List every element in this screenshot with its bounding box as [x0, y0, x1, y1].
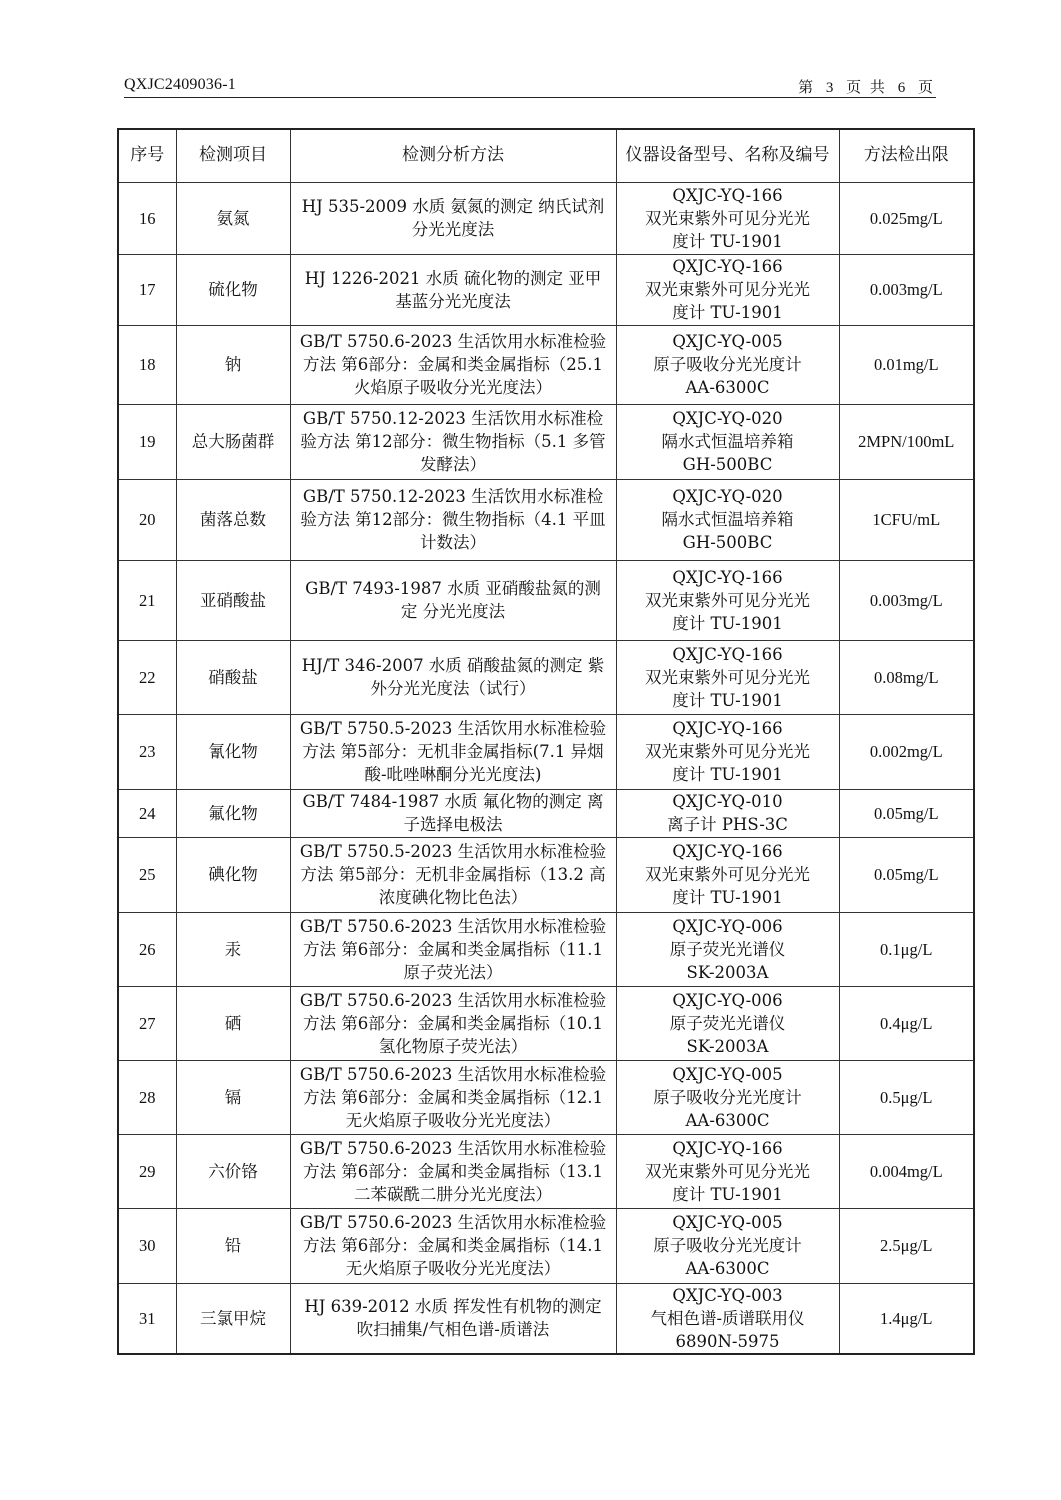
instrument-line: GH-500BC — [682, 533, 773, 552]
col-header-item: 检测项目 — [176, 129, 290, 182]
page-suffix: 页 — [917, 78, 935, 96]
instrument-line: 原子吸收分光光度计 — [653, 355, 802, 374]
instrument-line: 度计 TU-1901 — [672, 690, 783, 710]
instrument-line: QXJC-YQ-166 — [672, 1138, 783, 1158]
table-row — [118, 1134, 974, 1208]
row-number: 29 — [118, 1134, 176, 1208]
instrument-line: QXJC-YQ-006 — [672, 990, 783, 1010]
instrument-line: 度计 TU-1901 — [672, 1184, 783, 1204]
test-item: 氨氮 — [176, 182, 290, 254]
instrument-info — [616, 560, 839, 640]
table-row — [118, 986, 974, 1060]
test-item: 镉 — [176, 1060, 290, 1134]
page-current: 3 — [825, 80, 836, 96]
col-header-method: 检测分析方法 — [290, 129, 616, 182]
table-row — [118, 479, 974, 560]
detection-limit: 0.5μg/L — [839, 1060, 974, 1134]
analysis-method: GB/T 5750.6-2023 生活饮用水标准检验方法 第6部分：金属和类金属指标（25.1 火焰原子吸收分光光度法） — [290, 325, 616, 404]
test-item: 六价铬 — [176, 1134, 290, 1208]
instrument-line: 度计 TU-1901 — [672, 303, 783, 322]
instrument-line: 隔水式恒温培养箱 — [661, 510, 794, 529]
row-number: 24 — [118, 789, 176, 837]
table-header-row — [118, 129, 974, 182]
detection-limit: 0.025mg/L — [839, 182, 974, 254]
instrument-line: AA-6300C — [685, 1259, 770, 1278]
instrument-line: QXJC-YQ-166 — [672, 719, 783, 738]
instrument-line: 原子荧光光谱仪 — [669, 939, 786, 959]
instrument-line: AA-6300C — [685, 1110, 770, 1130]
instrument-line: 原子荧光光谱仪 — [669, 1013, 786, 1033]
table-row — [118, 912, 974, 986]
instrument-line: 双光束紫外可见分光光 — [645, 742, 810, 761]
analysis-method: HJ 1226-2021 水质 硫化物的测定 亚甲基蓝分光光度法 — [290, 254, 616, 325]
page-indicator — [798, 76, 935, 97]
analysis-method: HJ 639-2012 水质 挥发性有机物的测定 吹扫捕集/气相色谱-质谱法 — [290, 1283, 616, 1354]
row-number: 19 — [118, 404, 176, 479]
row-number: 18 — [118, 325, 176, 404]
analysis-method: GB/T 5750.6-2023 生活饮用水标准检验方法 第6部分：金属和类金属指标（14.1 无火焰原子吸收分光光度法） — [290, 1208, 616, 1283]
instrument-line: QXJC-YQ-005 — [672, 332, 783, 351]
test-item: 亚硝酸盐 — [176, 560, 290, 640]
table-row — [118, 325, 974, 404]
instrument-line: 原子吸收分光光度计 — [653, 1236, 802, 1255]
instrument-line: 双光束紫外可见分光光 — [645, 280, 810, 299]
analysis-method: GB/T 7484-1987 水质 氟化物的测定 离子选择电极法 — [290, 789, 616, 837]
instrument-line: 6890N-5975 — [675, 1331, 780, 1351]
instrument-info — [616, 1134, 839, 1208]
instrument-line: QXJC-YQ-003 — [672, 1285, 783, 1305]
instrument-line: QXJC-YQ-010 — [672, 792, 783, 811]
instrument-line: 离子计 PHS-3C — [667, 815, 788, 834]
instrument-info — [616, 325, 839, 404]
analysis-method: GB/T 5750.6-2023 生活饮用水标准检验方法 第6部分：金属和类金属指标（13.1 二苯碳酰二肼分光光度法） — [290, 1134, 616, 1208]
table-row — [118, 1060, 974, 1134]
row-number: 25 — [118, 837, 176, 912]
row-number: 31 — [118, 1283, 176, 1354]
instrument-info — [616, 1283, 839, 1354]
row-number: 21 — [118, 560, 176, 640]
analysis-method: GB/T 5750.6-2023 生活饮用水标准检验方法 第6部分：金属和类金属指标（11.1 原子荧光法） — [290, 912, 616, 986]
row-number: 23 — [118, 714, 176, 789]
detection-limit: 2MPN/100mL — [839, 404, 974, 479]
row-number: 20 — [118, 479, 176, 560]
instrument-line: 度计 TU-1901 — [672, 765, 783, 784]
row-number: 30 — [118, 1208, 176, 1283]
instrument-info — [616, 1060, 839, 1134]
instrument-info — [616, 479, 839, 560]
row-number: 28 — [118, 1060, 176, 1134]
instrument-line: SK-2003A — [686, 1036, 769, 1056]
test-item: 总大肠菌群 — [176, 404, 290, 479]
test-item: 硫化物 — [176, 254, 290, 325]
instrument-line: QXJC-YQ-166 — [672, 644, 783, 664]
detection-limit: 0.05mg/L — [839, 789, 974, 837]
instrument-line: 隔水式恒温培养箱 — [661, 432, 794, 451]
instrument-info — [616, 912, 839, 986]
row-number: 22 — [118, 640, 176, 714]
test-item: 硝酸盐 — [176, 640, 290, 714]
analysis-method: GB/T 5750.6-2023 生活饮用水标准检验方法 第6部分：金属和类金属指标（10.1 氢化物原子荧光法） — [290, 986, 616, 1060]
instrument-info — [616, 640, 839, 714]
detection-limit: 0.08mg/L — [839, 640, 974, 714]
test-method-table — [117, 128, 975, 1355]
col-header-instrument: 仪器设备型号、名称及编号 — [616, 129, 839, 182]
instrument-line: 双光束紫外可见分光光 — [645, 1161, 810, 1181]
test-item: 氟化物 — [176, 789, 290, 837]
instrument-line: QXJC-YQ-166 — [672, 185, 783, 205]
table-row — [118, 254, 974, 325]
instrument-line: SK-2003A — [686, 962, 769, 982]
instrument-info — [616, 404, 839, 479]
instrument-info — [616, 254, 839, 325]
analysis-method: GB/T 5750.5-2023 生活饮用水标准检验方法 第5部分：无机非金属指标（13.2 高浓度碘化物比色法） — [290, 837, 616, 912]
test-item: 汞 — [176, 912, 290, 986]
instrument-line: AA-6300C — [685, 378, 770, 397]
analysis-method: GB/T 5750.12-2023 生活饮用水标准检验方法 第12部分：微生物指标（5.1 多管发酵法） — [290, 404, 616, 479]
detection-limit: 0.003mg/L — [839, 560, 974, 640]
table-row — [118, 404, 974, 479]
header-rule — [124, 97, 936, 98]
row-number: 17 — [118, 254, 176, 325]
table-row — [118, 837, 974, 912]
instrument-line: 双光束紫外可见分光光 — [645, 667, 810, 687]
instrument-line: 度计 TU-1901 — [672, 888, 783, 907]
detection-limit: 0.002mg/L — [839, 714, 974, 789]
detection-limit: 1CFU/mL — [839, 479, 974, 560]
instrument-line: QXJC-YQ-166 — [672, 257, 783, 276]
table-row — [118, 560, 974, 640]
instrument-line: 双光束紫外可见分光光 — [645, 865, 810, 884]
instrument-line: QXJC-YQ-005 — [672, 1064, 783, 1084]
test-item: 硒 — [176, 986, 290, 1060]
instrument-line: QXJC-YQ-005 — [672, 1213, 783, 1232]
page-total: 6 — [897, 80, 908, 96]
instrument-info — [616, 714, 839, 789]
page-mid: 页 共 — [846, 78, 887, 96]
detection-limit: 0.004mg/L — [839, 1134, 974, 1208]
table-row — [118, 1283, 974, 1354]
analysis-method: GB/T 5750.5-2023 生活饮用水标准检验方法 第5部分：无机非金属指标(7.1 异烟酸-吡唑啉酮分光光度法) — [290, 714, 616, 789]
test-item: 氰化物 — [176, 714, 290, 789]
test-item: 碘化物 — [176, 837, 290, 912]
test-item: 铅 — [176, 1208, 290, 1283]
detection-limit: 0.01mg/L — [839, 325, 974, 404]
detection-limit: 2.5μg/L — [839, 1208, 974, 1283]
detection-limit: 0.4μg/L — [839, 986, 974, 1060]
instrument-line: GH-500BC — [682, 455, 773, 474]
instrument-info — [616, 986, 839, 1060]
instrument-line: QXJC-YQ-006 — [672, 916, 783, 936]
instrument-line: 原子吸收分光光度计 — [653, 1087, 802, 1107]
row-number: 26 — [118, 912, 176, 986]
instrument-line: QXJC-YQ-166 — [672, 567, 783, 587]
instrument-info — [616, 789, 839, 837]
analysis-method: HJ 535-2009 水质 氨氮的测定 纳氏试剂分光光度法 — [290, 182, 616, 254]
table-row — [118, 789, 974, 837]
detection-limit: 0.003mg/L — [839, 254, 974, 325]
instrument-line: 度计 TU-1901 — [672, 231, 783, 251]
test-item: 三氯甲烷 — [176, 1283, 290, 1354]
col-header-no: 序号 — [118, 129, 176, 182]
instrument-line: QXJC-YQ-166 — [672, 842, 783, 861]
analysis-method: GB/T 7493-1987 水质 亚硝酸盐氮的测定 分光光度法 — [290, 560, 616, 640]
analysis-method: HJ/T 346-2007 水质 硝酸盐氮的测定 紫外分光光度法（试行） — [290, 640, 616, 714]
analysis-method: GB/T 5750.6-2023 生活饮用水标准检验方法 第6部分：金属和类金属指标（12.1 无火焰原子吸收分光光度法） — [290, 1060, 616, 1134]
page-prefix: 第 — [798, 78, 816, 96]
instrument-line: 双光束紫外可见分光光 — [645, 208, 810, 228]
detection-limit: 0.1μg/L — [839, 912, 974, 986]
instrument-info — [616, 837, 839, 912]
row-number: 16 — [118, 182, 176, 254]
instrument-line: 度计 TU-1901 — [672, 613, 783, 633]
instrument-line: QXJC-YQ-020 — [672, 409, 783, 428]
col-header-limit: 方法检出限 — [839, 129, 974, 182]
test-item: 菌落总数 — [176, 479, 290, 560]
test-item: 钠 — [176, 325, 290, 404]
instrument-info — [616, 182, 839, 254]
table-row — [118, 1208, 974, 1283]
table-row — [118, 182, 974, 254]
table-row — [118, 640, 974, 714]
analysis-method: GB/T 5750.12-2023 生活饮用水标准检验方法 第12部分：微生物指标（4.1 平皿计数法） — [290, 479, 616, 560]
instrument-line: QXJC-YQ-020 — [672, 487, 783, 506]
document-code: QXJC2409036-1 — [124, 76, 236, 93]
instrument-line: 气相色谱-质谱联用仪 — [650, 1308, 805, 1328]
table-row — [118, 714, 974, 789]
detection-limit: 0.05mg/L — [839, 837, 974, 912]
row-number: 27 — [118, 986, 176, 1060]
detection-limit: 1.4μg/L — [839, 1283, 974, 1354]
instrument-line: 双光束紫外可见分光光 — [645, 590, 810, 610]
instrument-info — [616, 1208, 839, 1283]
